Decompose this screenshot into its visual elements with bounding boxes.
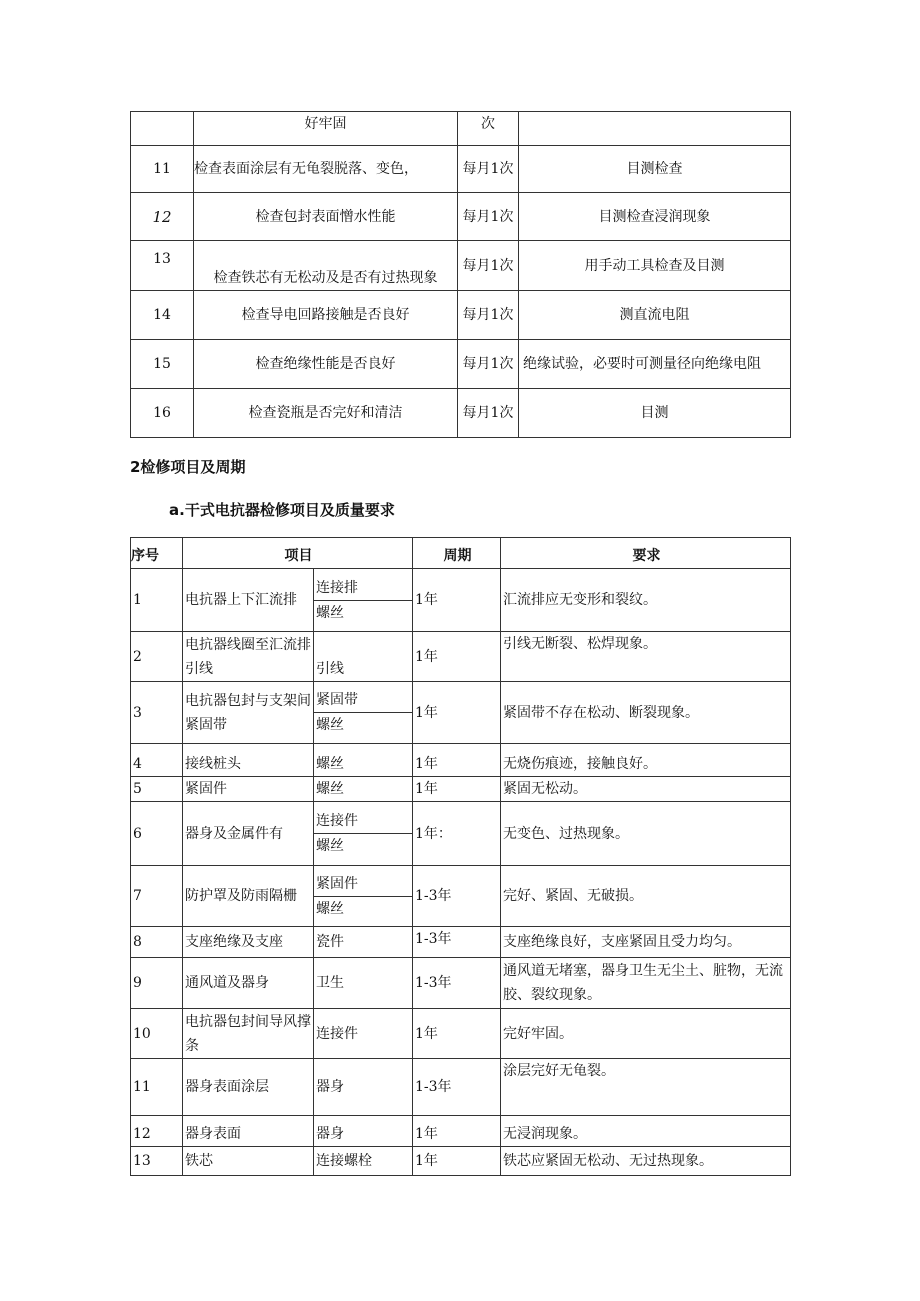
table-row [131,927,791,958]
item-text: 电抗器上下汇流排 [183,569,314,632]
req-text: 完好、紧固、无破损。 [501,866,791,927]
part-text: 连接螺栓 [314,1147,413,1176]
period-text: 1年 [413,682,501,744]
table-row [131,632,791,682]
part-text: 螺丝 [314,744,413,777]
method-text: 绝缘试验，必要时可测量径向绝缘电阻 [519,340,791,389]
table-row [131,777,791,802]
part-cell [314,569,413,632]
period-text: 1年 [413,744,501,777]
row-number: 11 [131,146,194,193]
item-text: 器身及金属件有 [183,802,314,866]
part-text: 瓷件 [314,927,413,958]
period-text: 每月1次 [458,241,519,291]
table-row [131,958,791,1009]
row-number: 11 [131,1059,183,1116]
table-row [131,193,791,241]
item-text: 检查绝缘性能是否良好 [194,340,458,389]
header-req: 要求 [501,538,791,569]
period-text: 1-3年 [413,866,501,927]
item-text: 电抗器线圈至汇流排引线 [183,632,314,682]
req-text: 无变色、过热现象。 [501,802,791,866]
row-number: 15 [131,340,194,389]
part-text: 紧固件 [316,875,358,892]
part-cell [314,802,413,866]
table-row [131,569,791,632]
table-row [131,802,791,866]
req-text: 引线无断裂、松焊现象。 [501,632,791,682]
req-text: 无浸润现象。 [501,1116,791,1147]
item-text: 防护罩及防雨隔栅 [183,866,314,927]
part-cell [314,682,413,744]
req-text: 紧固带不存在松动、断裂现象。 [501,682,791,744]
row-number [131,112,194,146]
item-text: 器身表面涂层 [183,1059,314,1116]
item-text: 支座绝缘及支座 [183,927,314,958]
part-text: 连接件 [316,813,358,829]
row-number: 2 [131,632,183,682]
item-text: 紧固件 [183,777,314,802]
row-number: 7 [131,866,183,927]
period-text: 每月1次 [458,146,519,193]
period-text: 每月1次 [458,340,519,389]
part-text: 引线 [314,632,413,682]
row-number: 8 [131,927,183,958]
row-number: 13 [131,241,194,291]
section-heading: 2检修项目及周期 [130,458,246,476]
header-period: 周期 [413,538,501,569]
method-text: 目测检查浸润现象 [519,193,791,241]
item-text: 检查包封表面憎水性能 [194,193,458,241]
row-number: 12 [131,1116,183,1147]
row-number: 13 [131,1147,183,1176]
period-text: 1-3年 [413,958,501,1009]
req-text: 无烧伤痕迹，接触良好。 [501,744,791,777]
row-number: 12 [131,193,194,241]
row-number: 14 [131,291,194,340]
part-text: 器身 [314,1059,413,1116]
req-text: 完好牢固。 [501,1009,791,1059]
part-text: 紧固带 [316,692,358,708]
row-number: 3 [131,682,183,744]
part-text: 连接排 [316,579,358,596]
period-text: 每月1次 [458,291,519,340]
table-row [131,389,791,438]
item-text: 铁芯 [183,1147,314,1176]
req-text: 铁芯应紧固无松动、无过热现象。 [501,1147,791,1176]
table-row [131,1116,791,1147]
inspection-table [130,111,791,438]
part-text: 螺丝 [314,833,412,858]
period-text: 1-3年 [413,1059,501,1116]
item-text: 检查表面涂层有无龟裂脱落、变色， [194,146,458,193]
row-number: 6 [131,802,183,866]
part-text: 卫生 [314,958,413,1009]
period-text: 次 [458,112,519,146]
period-text: 1年 [413,777,501,802]
subsection-heading: a.干式电抗器检修项目及质量要求 [169,501,395,519]
row-number: 9 [131,958,183,1009]
period-text: 1年 [413,569,501,632]
table-row [131,866,791,927]
method-text [519,112,791,146]
table-row [131,1147,791,1176]
row-number: 1 [131,569,183,632]
row-number: 16 [131,389,194,438]
header-item: 项目 [183,538,413,569]
table-row [131,291,791,340]
method-text: 测直流电阻 [519,291,791,340]
table-row [131,682,791,744]
part-text: 螺丝 [314,712,412,737]
req-text: 通风道无堵塞，器身卫生无尘土、脏物，无流胶、裂纹现象。 [501,958,791,1009]
part-text: 连接件 [314,1009,413,1059]
period-text: 1年 [413,1147,501,1176]
header-no: 序号 [131,538,183,569]
table-row [131,112,791,146]
table-row [131,340,791,389]
req-text: 汇流排应无变形和裂纹。 [501,569,791,632]
item-text: 电抗器包封间导风撑条 [183,1009,314,1059]
period-text: 1年： [413,802,501,866]
row-number: 10 [131,1009,183,1059]
item-text: 检查瓷瓶是否完好和清洁 [194,389,458,438]
req-text: 紧固无松动。 [501,777,791,802]
item-text: 电抗器包封与支架间紧固带 [183,682,314,744]
req-text: 涂层完好无龟裂。 [501,1059,791,1116]
part-text: 螺丝 [314,600,412,625]
period-text: 1-3年 [413,927,501,958]
part-cell [314,866,413,927]
period-text: 1年 [413,632,501,682]
part-text: 螺丝 [314,896,412,921]
item-text: 检查铁芯有无松动及是否有过热现象 [194,241,458,291]
table-row [131,1009,791,1059]
table-header-row [131,538,791,569]
period-text: 每月1次 [458,193,519,241]
table-row [131,146,791,193]
method-text: 目测 [519,389,791,438]
item-text: 接线桩头 [183,744,314,777]
row-number: 5 [131,777,183,802]
part-text: 螺丝 [314,777,413,802]
table-row [131,1059,791,1116]
item-text: 器身表面 [183,1116,314,1147]
row-number: 4 [131,744,183,777]
period-text: 1年 [413,1009,501,1059]
item-text: 通风道及器身 [183,958,314,1009]
req-text: 支座绝缘良好，支座紧固且受力均匀。 [501,927,791,958]
period-text: 每月1次 [458,389,519,438]
maintenance-table [130,537,791,1176]
item-text: 好牢固 [194,112,458,146]
method-text: 目测检查 [519,146,791,193]
period-text: 1年 [413,1116,501,1147]
table-row [131,744,791,777]
part-text: 器身 [314,1116,413,1147]
method-text: 用手动工具检查及目测 [519,241,791,291]
item-text: 检查导电回路接触是否良好 [194,291,458,340]
table-row [131,241,791,291]
